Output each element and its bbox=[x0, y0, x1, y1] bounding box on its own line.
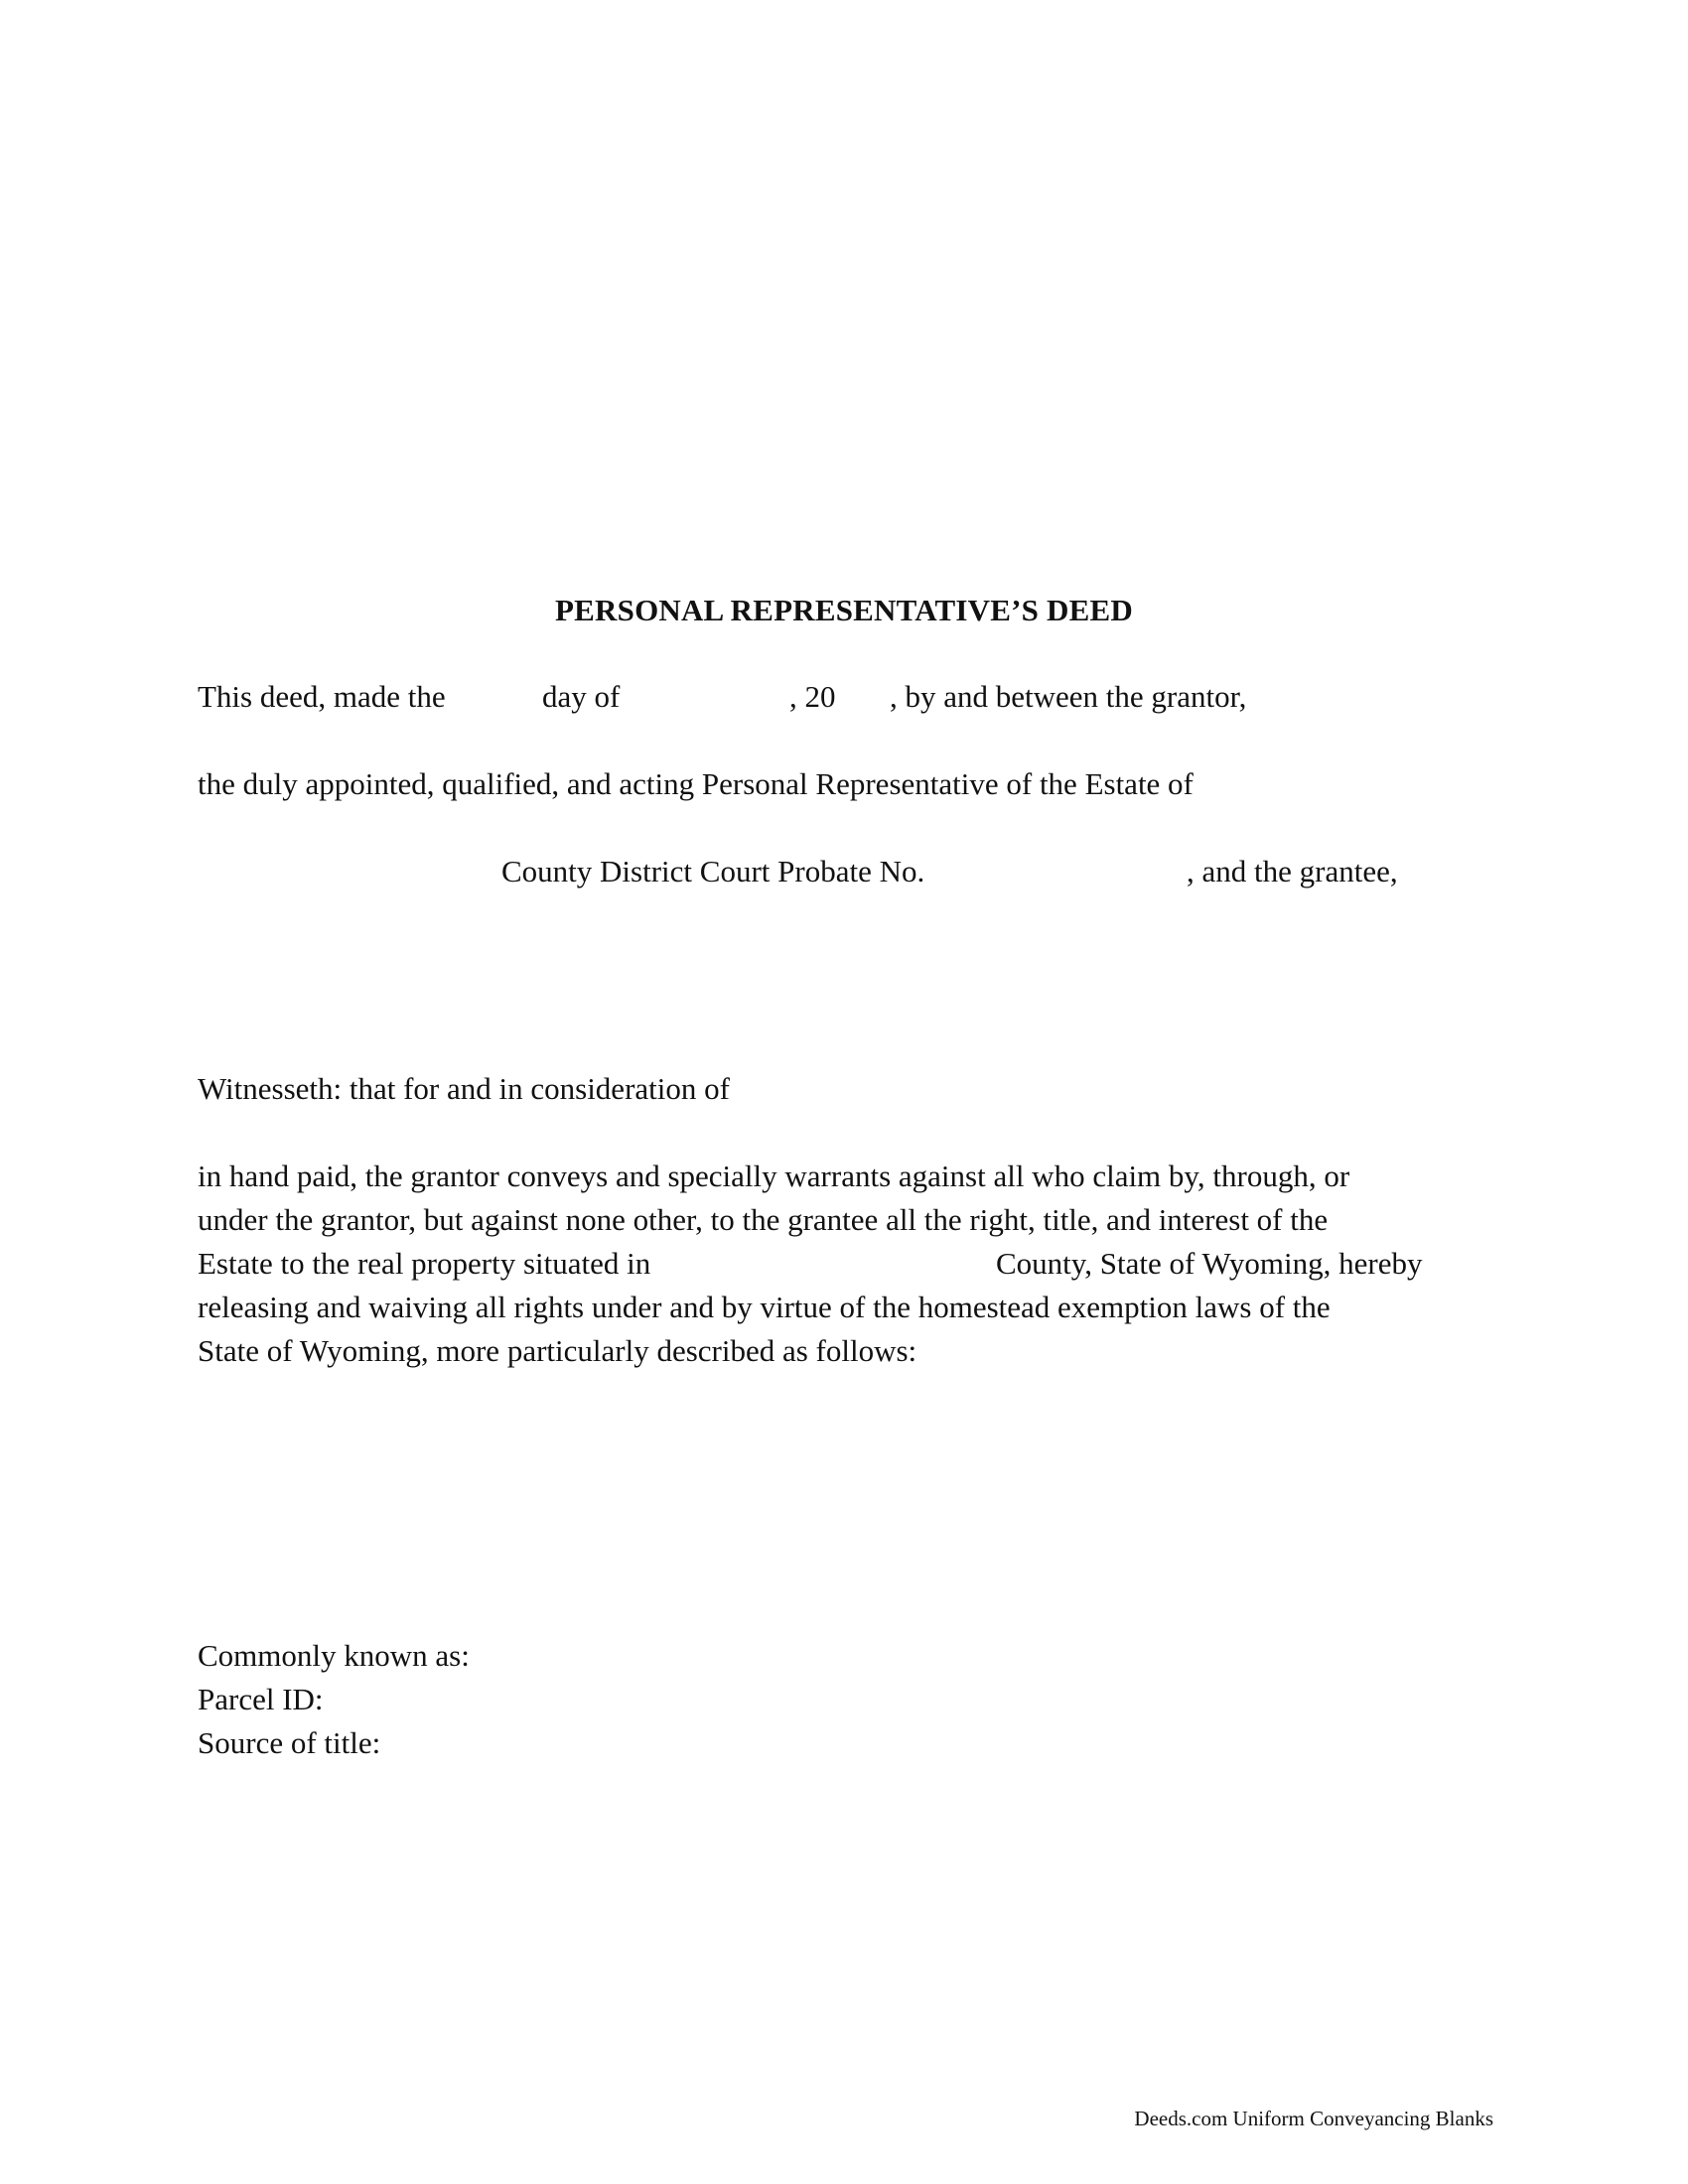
paragraph-line-3b: County, State of Wyoming, hereby bbox=[996, 1246, 1423, 1281]
day-of-text: day of bbox=[542, 679, 621, 714]
footer-text: Deeds.com Uniform Conveyancing Blanks bbox=[1134, 2107, 1493, 2130]
personal-representative-text: the duly appointed, qualified, and acting Personal Representative of the Estate of bbox=[198, 766, 1194, 801]
paragraph-line-3a: Estate to the real property situated in bbox=[198, 1246, 651, 1281]
paragraph-line-2: under the grantor, but against none other, to the grantee all the right, title, and interest of the bbox=[198, 1202, 1329, 1237]
paragraph-line-4: releasing and waiving all rights under and by virtue of the homestead exemption laws of the bbox=[198, 1290, 1331, 1324]
by-and-between-text: , by and between the grantor, bbox=[890, 679, 1247, 714]
and-grantee-text: , and the grantee, bbox=[1187, 854, 1398, 888]
witnesseth-text: Witnesseth: that for and in consideration of bbox=[198, 1071, 730, 1106]
document-title: PERSONAL REPRESENTATIVE’S DEED bbox=[555, 593, 1133, 627]
year-prefix-text: , 20 bbox=[789, 679, 836, 714]
deed-made-text: This deed, made the bbox=[198, 679, 446, 714]
source-of-title-label: Source of title: bbox=[198, 1725, 381, 1760]
parcel-id-label: Parcel ID: bbox=[198, 1682, 324, 1716]
paragraph-line-5: State of Wyoming, more particularly described as follows: bbox=[198, 1333, 917, 1368]
commonly-known-label: Commonly known as: bbox=[198, 1638, 470, 1673]
paragraph-line-1: in hand paid, the grantor conveys and specially warrants against all who claim by, through, or bbox=[198, 1159, 1350, 1193]
probate-court-text: County District Court Probate No. bbox=[501, 854, 925, 888]
